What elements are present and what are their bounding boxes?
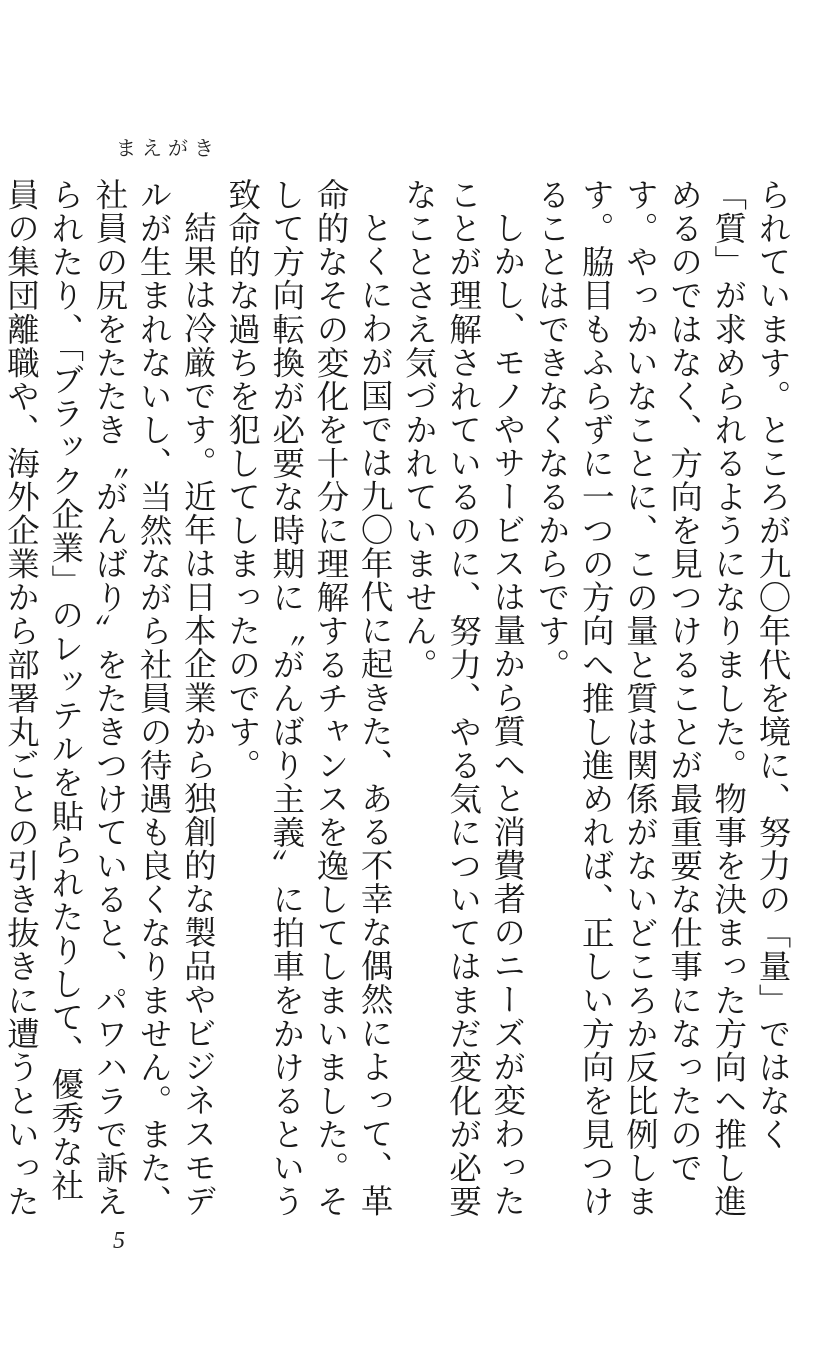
paragraph-1: られています。ところが九〇年代を境に、努力の「量」ではなく「質」が求められるようになりました。物事を決まった方向へ推し進めるのではなく、方向を見つけることが最重要な仕事になったのです。やっかいなことに、この量と質は関係がないどころか反比例します。脇目もふらずに一つの方向へ推し進めれば、正しい方向を見つけることはできなくなるからです。	[532, 178, 792, 1219]
paragraph-3: とくにわが国では九〇年代に起きた、ある不幸な偶然によって、革命的なその変化を十分に理解するチャンスを逸してしまいました。そして方向転換が必要な時期に〝がんばり主義〟に拍車をかけるという致命的な過ちを犯してしまったのです。	[223, 178, 395, 1219]
paragraph-2: しかし、モノやサービスは量から質へと消費者のニーズが変わったことが理解されているのに、努力、やる気についてはまだ変化が必要なことさえ気づかれていません。	[400, 178, 527, 1219]
running-head: まえがき	[116, 136, 220, 160]
body-text	[2, 178, 795, 1223]
paragraph-4: 結果は冷厳です。近年は日本企業から独創的な製品やビジネスモデルが生まれないし、当然ながら社員の待遇も良くなりません。また、社員の尻をたたき〝がんばり〟をたきつけていると、パワハラで訴えられたり、「ブラック企業」のレッテルを貼られたりして、優秀な社員の集団離職や、海外企業から部署丸ごとの引き抜きに遭うといった	[2, 178, 218, 1219]
page-number: 5	[113, 1228, 125, 1254]
